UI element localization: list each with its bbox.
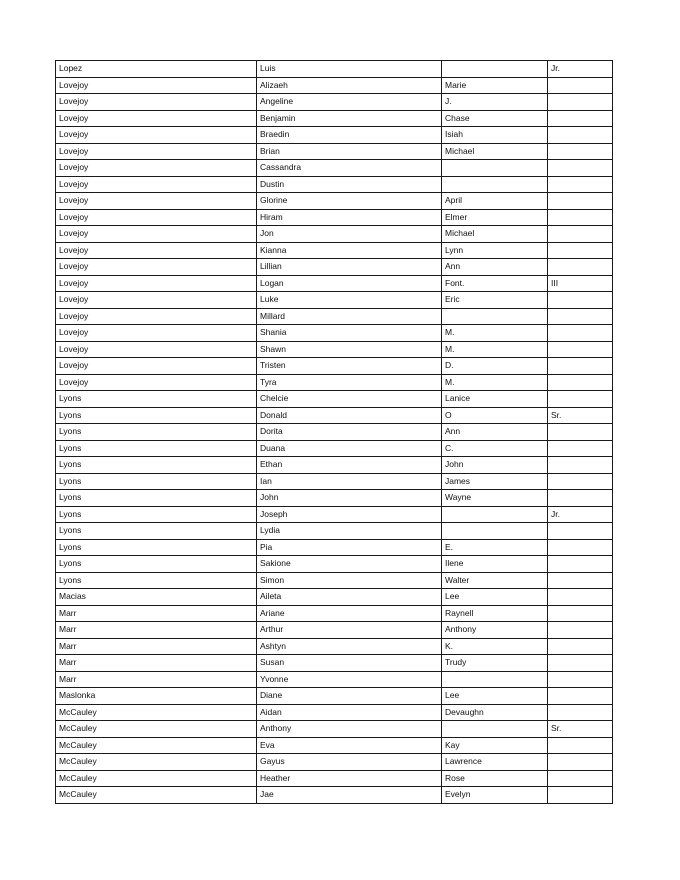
last-name-cell: Lyons (56, 556, 257, 573)
last-name-cell: Marr (56, 671, 257, 688)
last-name-cell: Lyons (56, 473, 257, 490)
suffix-cell (548, 176, 613, 193)
last-name-cell: Lyons (56, 457, 257, 474)
table-row (56, 490, 613, 507)
table-row (56, 160, 613, 177)
suffix-cell (548, 539, 613, 556)
last-name-cell: Lyons (56, 539, 257, 556)
last-name-cell: Marr (56, 638, 257, 655)
last-name-cell: Lovejoy (56, 308, 257, 325)
middle-name-cell: M. (442, 374, 548, 391)
last-name-cell: Lovejoy (56, 292, 257, 309)
table-row (56, 671, 613, 688)
table-row (56, 358, 613, 375)
last-name-cell: Macias (56, 589, 257, 606)
suffix-cell: Jr. (548, 61, 613, 78)
middle-name-cell: Raynell (442, 605, 548, 622)
last-name-cell: Lovejoy (56, 358, 257, 375)
table-row (56, 94, 613, 111)
middle-name-cell: Ann (442, 259, 548, 276)
middle-name-cell: Eric (442, 292, 548, 309)
table-row (56, 292, 613, 309)
last-name-cell: McCauley (56, 704, 257, 721)
middle-name-cell: James (442, 473, 548, 490)
table-row (56, 259, 613, 276)
table-row (56, 638, 613, 655)
last-name-cell: McCauley (56, 787, 257, 804)
first-name-cell: Shawn (257, 341, 442, 358)
suffix-cell (548, 341, 613, 358)
suffix-cell (548, 308, 613, 325)
first-name-cell: Tristen (257, 358, 442, 375)
first-name-cell: Chelcie (257, 391, 442, 408)
table-row (56, 242, 613, 259)
table-row (56, 61, 613, 78)
middle-name-cell: Rose (442, 770, 548, 787)
table-row (56, 176, 613, 193)
middle-name-cell: Wayne (442, 490, 548, 507)
last-name-cell: Lopez (56, 61, 257, 78)
table-row (56, 473, 613, 490)
suffix-cell (548, 523, 613, 540)
table-row (56, 193, 613, 210)
table-row (56, 506, 613, 523)
middle-name-cell: Devaughn (442, 704, 548, 721)
table-row (56, 440, 613, 457)
middle-name-cell: Chase (442, 110, 548, 127)
first-name-cell: Shania (257, 325, 442, 342)
first-name-cell: Benjamin (257, 110, 442, 127)
table-row (56, 308, 613, 325)
first-name-cell: Joseph (257, 506, 442, 523)
table-row (56, 688, 613, 705)
first-name-cell: Kianna (257, 242, 442, 259)
suffix-cell (548, 770, 613, 787)
suffix-cell (548, 473, 613, 490)
middle-name-cell: Elmer (442, 209, 548, 226)
suffix-cell (548, 325, 613, 342)
suffix-cell (548, 457, 613, 474)
middle-name-cell: M. (442, 325, 548, 342)
table-row (56, 110, 613, 127)
suffix-cell: Sr. (548, 407, 613, 424)
table-row (56, 704, 613, 721)
last-name-cell: Lovejoy (56, 242, 257, 259)
suffix-cell (548, 754, 613, 771)
first-name-cell: Diane (257, 688, 442, 705)
last-name-cell: Lovejoy (56, 341, 257, 358)
middle-name-cell (442, 176, 548, 193)
first-name-cell: Ian (257, 473, 442, 490)
suffix-cell (548, 209, 613, 226)
middle-name-cell: E. (442, 539, 548, 556)
first-name-cell: Yvonne (257, 671, 442, 688)
suffix-cell (548, 622, 613, 639)
last-name-cell: Lovejoy (56, 127, 257, 144)
table-row (56, 770, 613, 787)
middle-name-cell: Ilene (442, 556, 548, 573)
middle-name-cell: John (442, 457, 548, 474)
middle-name-cell: Font. (442, 275, 548, 292)
suffix-cell: Sr. (548, 721, 613, 738)
suffix-cell (548, 242, 613, 259)
last-name-cell: McCauley (56, 737, 257, 754)
middle-name-cell: Michael (442, 143, 548, 160)
last-name-cell: Lovejoy (56, 94, 257, 111)
first-name-cell: Heather (257, 770, 442, 787)
middle-name-cell (442, 308, 548, 325)
table-row (56, 622, 613, 639)
first-name-cell: Donald (257, 407, 442, 424)
table-row (56, 539, 613, 556)
table-row (56, 275, 613, 292)
first-name-cell: Anthony (257, 721, 442, 738)
first-name-cell: Jae (257, 787, 442, 804)
middle-name-cell: Lawrence (442, 754, 548, 771)
table-row (56, 457, 613, 474)
last-name-cell: Lovejoy (56, 226, 257, 243)
suffix-cell: III (548, 275, 613, 292)
suffix-cell (548, 490, 613, 507)
last-name-cell: Maslonka (56, 688, 257, 705)
first-name-cell: Angeline (257, 94, 442, 111)
middle-name-cell: Marie (442, 77, 548, 94)
middle-name-cell (442, 671, 548, 688)
last-name-cell: Marr (56, 655, 257, 672)
middle-name-cell: O (442, 407, 548, 424)
suffix-cell (548, 127, 613, 144)
suffix-cell (548, 259, 613, 276)
middle-name-cell (442, 506, 548, 523)
suffix-cell (548, 94, 613, 111)
last-name-cell: McCauley (56, 754, 257, 771)
first-name-cell: Braedin (257, 127, 442, 144)
table-row (56, 374, 613, 391)
table-row (56, 605, 613, 622)
suffix-cell (548, 737, 613, 754)
first-name-cell: Duana (257, 440, 442, 457)
table-row (56, 523, 613, 540)
last-name-cell: Lyons (56, 407, 257, 424)
middle-name-cell (442, 523, 548, 540)
first-name-cell: Arthur (257, 622, 442, 639)
last-name-cell: Lyons (56, 440, 257, 457)
last-name-cell: Lyons (56, 572, 257, 589)
suffix-cell: Jr. (548, 506, 613, 523)
first-name-cell: Millard (257, 308, 442, 325)
middle-name-cell: Michael (442, 226, 548, 243)
middle-name-cell: Lee (442, 688, 548, 705)
table-row (56, 572, 613, 589)
last-name-cell: Lovejoy (56, 259, 257, 276)
first-name-cell: Simon (257, 572, 442, 589)
suffix-cell (548, 655, 613, 672)
table-row (56, 127, 613, 144)
middle-name-cell: J. (442, 94, 548, 111)
middle-name-cell: Lee (442, 589, 548, 606)
suffix-cell (548, 160, 613, 177)
middle-name-cell: Kay (442, 737, 548, 754)
middle-name-cell: D. (442, 358, 548, 375)
suffix-cell (548, 787, 613, 804)
first-name-cell: Pia (257, 539, 442, 556)
first-name-cell: Logan (257, 275, 442, 292)
last-name-cell: Lovejoy (56, 110, 257, 127)
suffix-cell (548, 671, 613, 688)
suffix-cell (548, 391, 613, 408)
last-name-cell: Lovejoy (56, 193, 257, 210)
table-row (56, 589, 613, 606)
middle-name-cell: K. (442, 638, 548, 655)
first-name-cell: Eva (257, 737, 442, 754)
table-row (56, 226, 613, 243)
middle-name-cell: Ann (442, 424, 548, 441)
first-name-cell: Jon (257, 226, 442, 243)
suffix-cell (548, 193, 613, 210)
first-name-cell: Gayus (257, 754, 442, 771)
suffix-cell (548, 572, 613, 589)
first-name-cell: Luke (257, 292, 442, 309)
suffix-cell (548, 226, 613, 243)
table-row (56, 424, 613, 441)
suffix-cell (548, 358, 613, 375)
last-name-cell: Lovejoy (56, 160, 257, 177)
first-name-cell: Ethan (257, 457, 442, 474)
first-name-cell: Alizaeh (257, 77, 442, 94)
middle-name-cell: Anthony (442, 622, 548, 639)
suffix-cell (548, 440, 613, 457)
first-name-cell: Luis (257, 61, 442, 78)
table-row (56, 77, 613, 94)
last-name-cell: Lovejoy (56, 209, 257, 226)
first-name-cell: Dustin (257, 176, 442, 193)
first-name-cell: Tyra (257, 374, 442, 391)
suffix-cell (548, 556, 613, 573)
table-row (56, 721, 613, 738)
table-row (56, 556, 613, 573)
suffix-cell (548, 424, 613, 441)
name-list-table (55, 60, 613, 804)
table-row (56, 407, 613, 424)
last-name-cell: Marr (56, 605, 257, 622)
table-row (56, 325, 613, 342)
suffix-cell (548, 143, 613, 160)
middle-name-cell (442, 61, 548, 78)
suffix-cell (548, 77, 613, 94)
first-name-cell: Aileta (257, 589, 442, 606)
first-name-cell: Dorita (257, 424, 442, 441)
last-name-cell: McCauley (56, 721, 257, 738)
last-name-cell: McCauley (56, 770, 257, 787)
middle-name-cell: Trudy (442, 655, 548, 672)
table-row (56, 737, 613, 754)
last-name-cell: Lyons (56, 506, 257, 523)
table-row (56, 209, 613, 226)
middle-name-cell: M. (442, 341, 548, 358)
name-list-body (56, 61, 613, 804)
suffix-cell (548, 292, 613, 309)
last-name-cell: Lovejoy (56, 176, 257, 193)
last-name-cell: Marr (56, 622, 257, 639)
table-row (56, 787, 613, 804)
middle-name-cell: Isiah (442, 127, 548, 144)
last-name-cell: Lyons (56, 490, 257, 507)
suffix-cell (548, 688, 613, 705)
first-name-cell: Brian (257, 143, 442, 160)
last-name-cell: Lovejoy (56, 325, 257, 342)
last-name-cell: Lovejoy (56, 143, 257, 160)
last-name-cell: Lyons (56, 424, 257, 441)
suffix-cell (548, 374, 613, 391)
table-row (56, 754, 613, 771)
last-name-cell: Lovejoy (56, 275, 257, 292)
first-name-cell: Lillian (257, 259, 442, 276)
first-name-cell: Hiram (257, 209, 442, 226)
last-name-cell: Lyons (56, 391, 257, 408)
suffix-cell (548, 110, 613, 127)
middle-name-cell: C. (442, 440, 548, 457)
first-name-cell: Susan (257, 655, 442, 672)
last-name-cell: Lyons (56, 523, 257, 540)
table-row (56, 391, 613, 408)
first-name-cell: Lydia (257, 523, 442, 540)
middle-name-cell: April (442, 193, 548, 210)
table-row (56, 655, 613, 672)
suffix-cell (548, 704, 613, 721)
middle-name-cell: Lanice (442, 391, 548, 408)
first-name-cell: Ariane (257, 605, 442, 622)
middle-name-cell (442, 160, 548, 177)
middle-name-cell (442, 721, 548, 738)
last-name-cell: Lovejoy (56, 77, 257, 94)
first-name-cell: Sakione (257, 556, 442, 573)
table-row (56, 143, 613, 160)
first-name-cell: John (257, 490, 442, 507)
table-row (56, 341, 613, 358)
suffix-cell (548, 638, 613, 655)
middle-name-cell: Walter (442, 572, 548, 589)
first-name-cell: Glorine (257, 193, 442, 210)
middle-name-cell: Lynn (442, 242, 548, 259)
first-name-cell: Ashtyn (257, 638, 442, 655)
suffix-cell (548, 589, 613, 606)
first-name-cell: Cassandra (257, 160, 442, 177)
middle-name-cell: Evelyn (442, 787, 548, 804)
first-name-cell: Aidan (257, 704, 442, 721)
suffix-cell (548, 605, 613, 622)
last-name-cell: Lovejoy (56, 374, 257, 391)
